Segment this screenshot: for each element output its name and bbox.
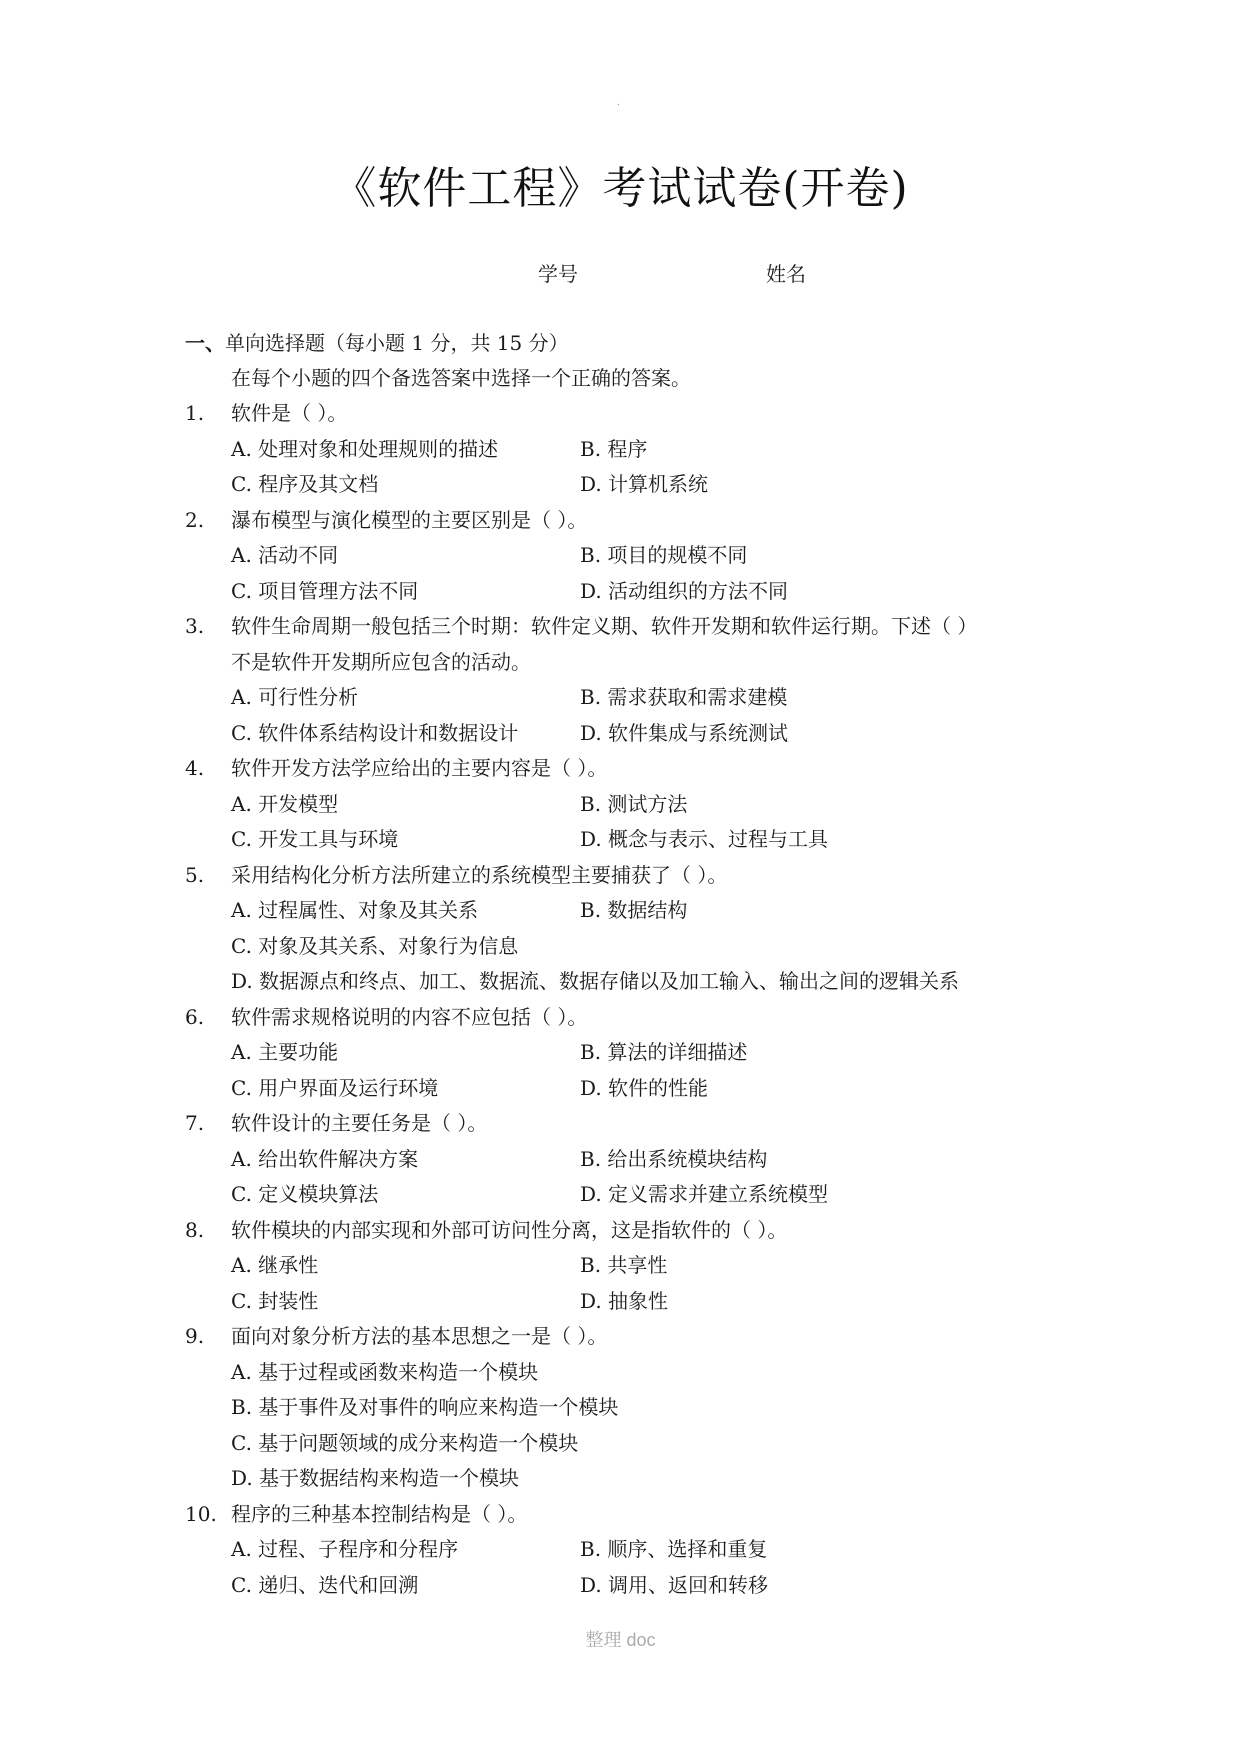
student-name-label: 姓名 [766,262,806,286]
answer-option: B. 给出系统模块结构 [580,1146,768,1171]
answer-option: B. 程序 [580,436,648,461]
option-row [185,1284,1085,1320]
option-row [185,716,1085,752]
answer-option: D. 概念与表示、过程与工具 [580,827,829,851]
answer-option: C. 基于问题领域的成分来构造一个模块 [231,1430,579,1455]
question-list [185,396,1085,1603]
option-row [185,538,1085,574]
section-heading-text: 单向选择题（每小题 1 分，共 15 分） [225,331,569,355]
answer-option: D. 数据源点和终点、加工、数据流、数据存储以及加工输入、输出之间的逻辑关系 [231,969,960,993]
answer-option: C. 封装性 [231,1288,319,1313]
option-row [185,467,1085,503]
question-text: 软件生命周期一般包括三个时期：软件定义期、软件开发期和软件运行期。下述（ ） [231,614,978,638]
question-text: 软件模块的内部实现和外部可访问性分离，这是指软件的（ ）。 [231,1217,788,1242]
option-row [185,1390,1085,1426]
answer-option: B. 数据结构 [580,898,688,922]
option-row [185,1355,1085,1391]
question-text: 软件需求规格说明的内容不应包括（ ）。 [231,1004,588,1029]
question-text: 瀑布模型与演化模型的主要区别是（ ）。 [231,507,588,532]
question-line [185,1497,1085,1533]
question-line [185,503,1085,539]
answer-option: A. 处理对象和处理规则的描述 [231,436,499,461]
question-number: 6. [185,1004,205,1029]
answer-option: A. 可行性分析 [231,685,359,709]
answer-option: B. 共享性 [580,1253,668,1277]
option-row [185,1177,1085,1213]
answer-option: C. 项目管理方法不同 [231,578,419,603]
question-number: 8. [185,1217,205,1242]
answer-option: D. 抽象性 [580,1288,669,1313]
option-row [185,574,1085,610]
answer-option: A. 主要功能 [231,1040,339,1064]
option-row [185,432,1085,468]
answer-option: D. 活动组织的方法不同 [580,578,789,603]
question-line [185,396,1085,432]
answer-option: A. 基于过程或函数来构造一个模块 [231,1359,539,1384]
option-row [185,1248,1085,1284]
answer-option: B. 算法的详细描述 [580,1040,748,1064]
option-row [185,1426,1085,1462]
option-row [185,929,1085,965]
question-number: 9. [185,1324,205,1348]
page-footer: 整理 doc [585,1630,656,1650]
answer-option: D. 计算机系统 [580,472,709,496]
answer-option: C. 定义模块算法 [231,1182,379,1206]
question-line [185,751,1085,787]
answer-option: D. 基于数据结构来构造一个模块 [231,1466,520,1490]
option-row [185,964,1085,1000]
option-row [185,1461,1085,1497]
answer-option: B. 项目的规模不同 [580,543,748,567]
section-number: 一、 [185,331,225,355]
answer-option: B. 需求获取和需求建模 [580,685,788,709]
option-row [185,1071,1085,1107]
question-line [185,645,1085,681]
question-line [185,1106,1085,1142]
option-row [185,1532,1085,1568]
answer-option: C. 对象及其关系、对象行为信息 [231,933,519,958]
student-id-label: 学号 [538,262,578,286]
question-number: 5. [185,862,205,887]
answer-option: A. 继承性 [231,1253,319,1277]
answer-option: C. 软件体系结构设计和数据设计 [231,720,519,745]
answer-option: A. 过程、子程序和分程序 [231,1537,459,1561]
answer-option: C. 开发工具与环境 [231,827,399,851]
question-number: 10. [185,1501,217,1526]
option-row [185,893,1085,929]
question-text: 软件设计的主要任务是（ ）。 [231,1111,488,1135]
question-number: 7. [185,1111,205,1135]
answer-option: B. 顺序、选择和重复 [580,1537,768,1561]
top-mark: . [617,98,620,108]
answer-option: C. 用户界面及运行环境 [231,1075,439,1100]
answer-option: B. 基于事件及对事件的响应来构造一个模块 [231,1395,619,1419]
question-number: 3. [185,614,205,638]
question-text: 软件开发方法学应给出的主要内容是（ ）。 [231,756,608,780]
answer-option: D. 软件集成与系统测试 [580,720,789,745]
question-text: 程序的三种基本控制结构是（ ）。 [231,1501,528,1526]
option-row [185,787,1085,823]
question-text: 采用结构化分析方法所建立的系统模型主要捕获了（ ）。 [231,862,728,887]
question-line [185,1000,1085,1036]
answer-option: A. 给出软件解决方案 [231,1146,419,1171]
answer-option: A. 过程属性、对象及其关系 [231,898,479,922]
question-text: 不是软件开发期所应包含的活动。 [231,649,531,674]
section-instruction: 在每个小题的四个备选答案中选择一个正确的答案。 [231,366,691,390]
answer-option: C. 递归、迭代和回溯 [231,1572,419,1597]
option-row [185,680,1085,716]
option-row [185,1142,1085,1178]
question-number: 2. [185,507,205,532]
question-line [185,1319,1085,1355]
section-heading [185,327,569,356]
option-row [185,1568,1085,1604]
question-line [185,858,1085,894]
answer-option: D. 软件的性能 [580,1075,709,1100]
question-number: 1. [185,401,205,425]
option-row [185,1035,1085,1071]
question-line [185,1213,1085,1249]
answer-option: B. 测试方法 [580,791,688,816]
answer-option: D. 调用、返回和转移 [580,1572,769,1597]
exam-title: 《软件工程》考试试卷(开卷) [332,163,909,214]
question-text: 面向对象分析方法的基本思想之一是（ ）。 [231,1324,608,1348]
question-line [185,609,1085,645]
option-row [185,822,1085,858]
question-text: 软件是（ ）。 [231,401,348,425]
question-number: 4. [185,756,205,780]
answer-option: A. 开发模型 [231,791,339,816]
answer-option: C. 程序及其文档 [231,472,379,496]
answer-option: D. 定义需求并建立系统模型 [580,1182,829,1206]
answer-option: A. 活动不同 [231,543,339,567]
